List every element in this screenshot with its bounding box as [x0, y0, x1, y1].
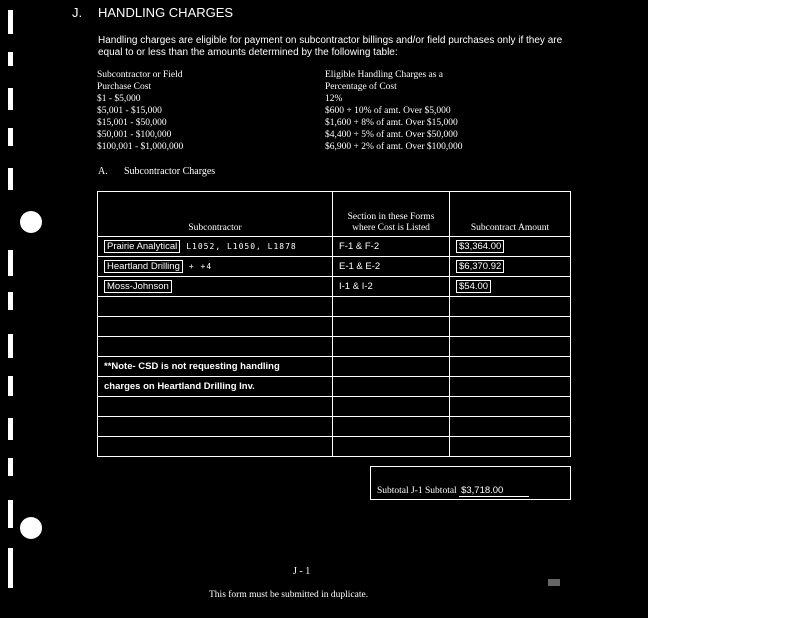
amount-cell: [450, 237, 571, 257]
subcontractor-name: Heartland Drilling: [104, 260, 183, 273]
column-header-section: Section in these Forms where Cost is Listed: [333, 192, 450, 237]
empty-cell: [98, 397, 333, 417]
empty-cell: [98, 437, 333, 457]
empty-cell: [450, 337, 571, 357]
section-cell: F-1 & F-2: [333, 237, 450, 257]
rate-cost: $1 - $5,000: [97, 94, 141, 104]
subtotal-value: $3,718.00: [459, 485, 529, 497]
empty-cell: [333, 417, 450, 437]
empty-cell: [333, 297, 450, 317]
empty-cell: [98, 297, 333, 317]
binder-mark: [8, 292, 13, 310]
note-line: **Note- CSD is not requesting handling: [98, 357, 333, 377]
subtotal-label: Subtotal J-1 Subtotal: [377, 486, 457, 496]
rate-row: [97, 129, 565, 141]
binder-mark: [8, 500, 13, 528]
rate-cost: $100,001 - $1,000,000: [97, 142, 184, 152]
column-header-subcontractor: Subcontractor: [98, 192, 333, 237]
rate-charge: $1,600 + 8% of amt. Over $15,000: [325, 118, 458, 128]
table-row: [98, 437, 571, 457]
subcontractor-cell: [98, 257, 333, 277]
binder-mark: [8, 334, 13, 358]
subtotal-box: [370, 466, 571, 500]
binder-mark: [8, 168, 13, 190]
empty-cell: [450, 297, 571, 317]
table-row: [98, 337, 571, 357]
rate-cost: $50,001 - $100,000: [97, 130, 172, 140]
rate-row: [97, 117, 565, 129]
subsection-letter: A.: [98, 166, 108, 177]
empty-cell: [450, 397, 571, 417]
handwritten-annotation: + +4: [188, 262, 213, 271]
table-row: [98, 257, 571, 277]
table-row: [98, 397, 571, 417]
amount-value: $3,364.00: [456, 240, 504, 253]
empty-cell: [450, 417, 571, 437]
binder-mark: [8, 128, 13, 146]
rate-row: [97, 93, 565, 105]
empty-cell: [333, 397, 450, 417]
table-header-row: [98, 192, 571, 237]
amount-cell: [450, 257, 571, 277]
rate-header-cost: Purchase Cost: [97, 82, 152, 92]
amount-value: $54.00: [456, 280, 491, 293]
handling-rate-table: [97, 69, 565, 153]
rate-cost: $5,001 - $15,000: [97, 106, 162, 116]
punch-hole: [20, 211, 42, 233]
empty-cell: [450, 437, 571, 457]
subsection-title: Subcontractor Charges: [124, 166, 216, 177]
rate-charge: 12%: [325, 94, 343, 104]
binder-mark: [8, 548, 13, 588]
rate-charge: $6,900 + 2% of amt. Over $100,000: [325, 142, 463, 152]
handwritten-annotation: L1052, L1050, L1878: [186, 242, 297, 251]
amount-value: $6,370.92: [456, 260, 504, 273]
subcontractor-table: [97, 191, 571, 457]
empty-cell: [450, 377, 571, 397]
empty-cell: [333, 437, 450, 457]
intro-paragraph: Handling charges are eligible for payment on subcontractor billings and/or field purchases only if they are equal to or less than the amounts determined by the following table:: [98, 35, 563, 58]
section-title: HANDLING CHARGES: [98, 5, 234, 20]
table-row: [98, 377, 571, 397]
binder-mark: [8, 376, 13, 396]
empty-cell: [450, 357, 571, 377]
empty-cell: [333, 377, 450, 397]
page-number: J - 1: [293, 566, 311, 577]
amount-cell: [450, 277, 571, 297]
empty-cell: [333, 357, 450, 377]
footer-note: This form must be submitted in duplicate.: [209, 590, 369, 600]
empty-cell: [98, 417, 333, 437]
empty-cell: [333, 337, 450, 357]
rate-row: [97, 141, 565, 153]
corner-stamp: [548, 579, 560, 586]
empty-cell: [333, 317, 450, 337]
subcontractor-cell: [98, 237, 333, 257]
column-header-amount: Subcontract Amount: [450, 192, 571, 237]
empty-cell: [450, 317, 571, 337]
rate-header-charge: Percentage of Cost: [325, 82, 397, 92]
subcontractor-name: Prairie Analytical: [104, 240, 180, 253]
section-letter: J.: [72, 5, 83, 20]
section-cell: E-1 & E-2: [333, 257, 450, 277]
rate-charge: $4,400 + 5% of amt. Over $50,000: [325, 130, 458, 140]
binder-mark: [8, 88, 13, 110]
rate-cost: $15,001 - $50,000: [97, 118, 167, 128]
empty-cell: [98, 317, 333, 337]
rate-header-charge: Eligible Handling Charges as a: [325, 70, 444, 80]
punch-hole: [20, 517, 42, 539]
rate-charge: $600 + 10% of amt. Over $5,000: [325, 106, 451, 116]
table-row: [98, 317, 571, 337]
table-row: [98, 297, 571, 317]
binder-mark: [8, 458, 13, 476]
table-row: [98, 237, 571, 257]
rate-row: [97, 105, 565, 117]
section-cell: I-1 & I-2: [333, 277, 450, 297]
note-line: charges on Heartland Drilling Inv.: [98, 377, 333, 397]
binder-mark: [8, 10, 13, 34]
binder-mark: [8, 250, 13, 276]
table-row: [98, 417, 571, 437]
table-row: [98, 357, 571, 377]
empty-cell: [98, 337, 333, 357]
binder-mark: [8, 418, 13, 440]
subcontractor-name: Moss-Johnson: [104, 280, 172, 293]
binder-mark: [8, 52, 13, 66]
table-row: [98, 277, 571, 297]
subcontractor-cell: [98, 277, 333, 297]
rate-header-cost: Subcontractor or Field: [97, 70, 183, 80]
